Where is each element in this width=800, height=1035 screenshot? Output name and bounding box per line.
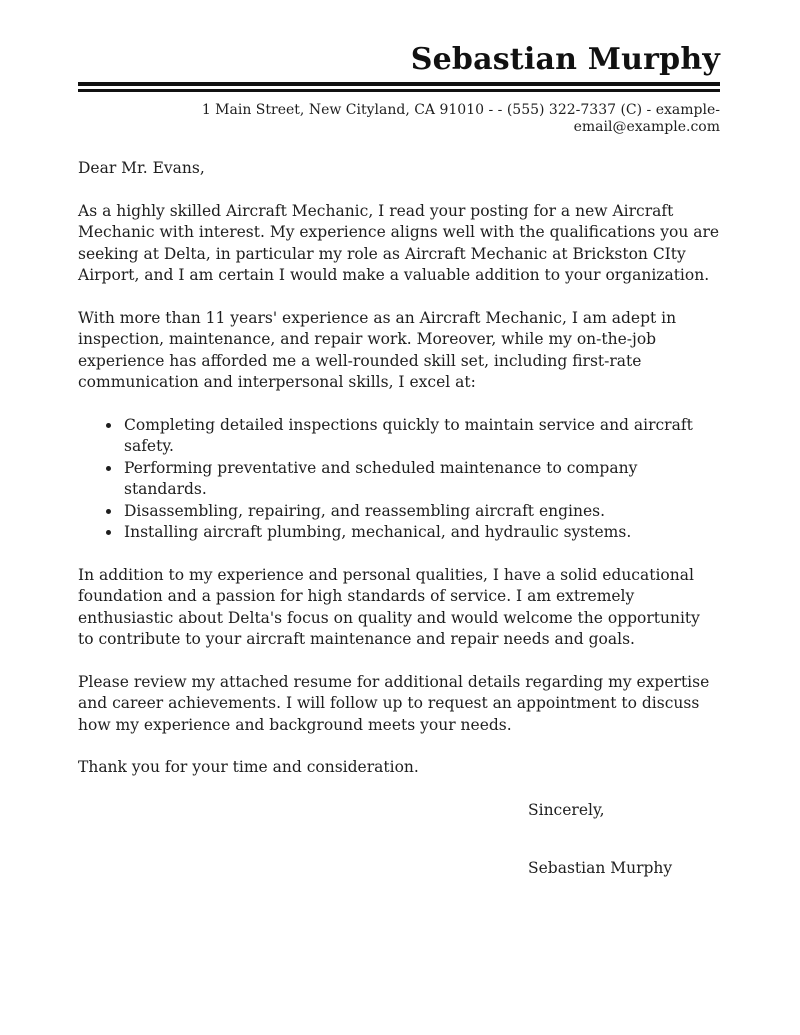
signature-name: Sebastian Murphy [528,859,673,877]
paragraph-education: In addition to my experience and personal qualities, I have a solid educational foundation and a passion for high standards of service. I am extremely enthusiastic about Delta's focus on quality and would welcome the opportunity to contribute to your aircraft maintenance and repair needs and goals. [78,565,700,648]
letter-header [78,42,720,136]
paragraph-experience: With more than 11 years' experience as an Aircraft Mechanic, I am adept in inspection, maintenance, and repair work. Moreover, while my on-the-job experience has afforded me a well-rounded skill set, including first-rate communication and interpersonal skills, I excel at: [78,308,677,391]
paragraph-resume: Please review my attached resume for additional details regarding my expertise and career achievements. I will follow up to request an appointment to discuss how my experience and background meets your needs. [78,672,710,734]
closing-block [528,800,720,880]
skill-item: • Disassembling, repairing, and reassembling aircraft engines. [122,501,720,523]
skill-item: • Installing aircraft plumbing, mechanical, and hydraulic systems. [122,522,720,544]
skills-list [78,415,720,544]
closing-salutation: Sincerely, [528,800,605,819]
letter-body [78,158,720,880]
author-name: Sebastian Murphy [410,42,720,77]
skill-item: • Completing detailed inspections quickly to maintain service and aircraft safety. [122,415,720,458]
skill-item: • Performing preventative and scheduled maintenance to company standards. [122,458,720,501]
paragraph-thanks: Thank you for your time and consideration. [78,758,419,776]
paragraph-intro: As a highly skilled Aircraft Mechanic, I read your posting for a new Aircraft Mechanic with interest. My experience aligns well with the qualifications you are seeking at Delta, in particular my role as Aircraft Mechanic at Brickston CIty Airport, and I am certain I would make a valuable addition to your organization. [78,201,720,284]
salutation: Dear Mr. Evans, [78,159,205,177]
contact-line: 1 Main Street, New Cityland, CA 91010 - - (555) 322-7337 (C) - example-email@example.com [201,102,720,135]
header-double-rule [78,82,720,92]
